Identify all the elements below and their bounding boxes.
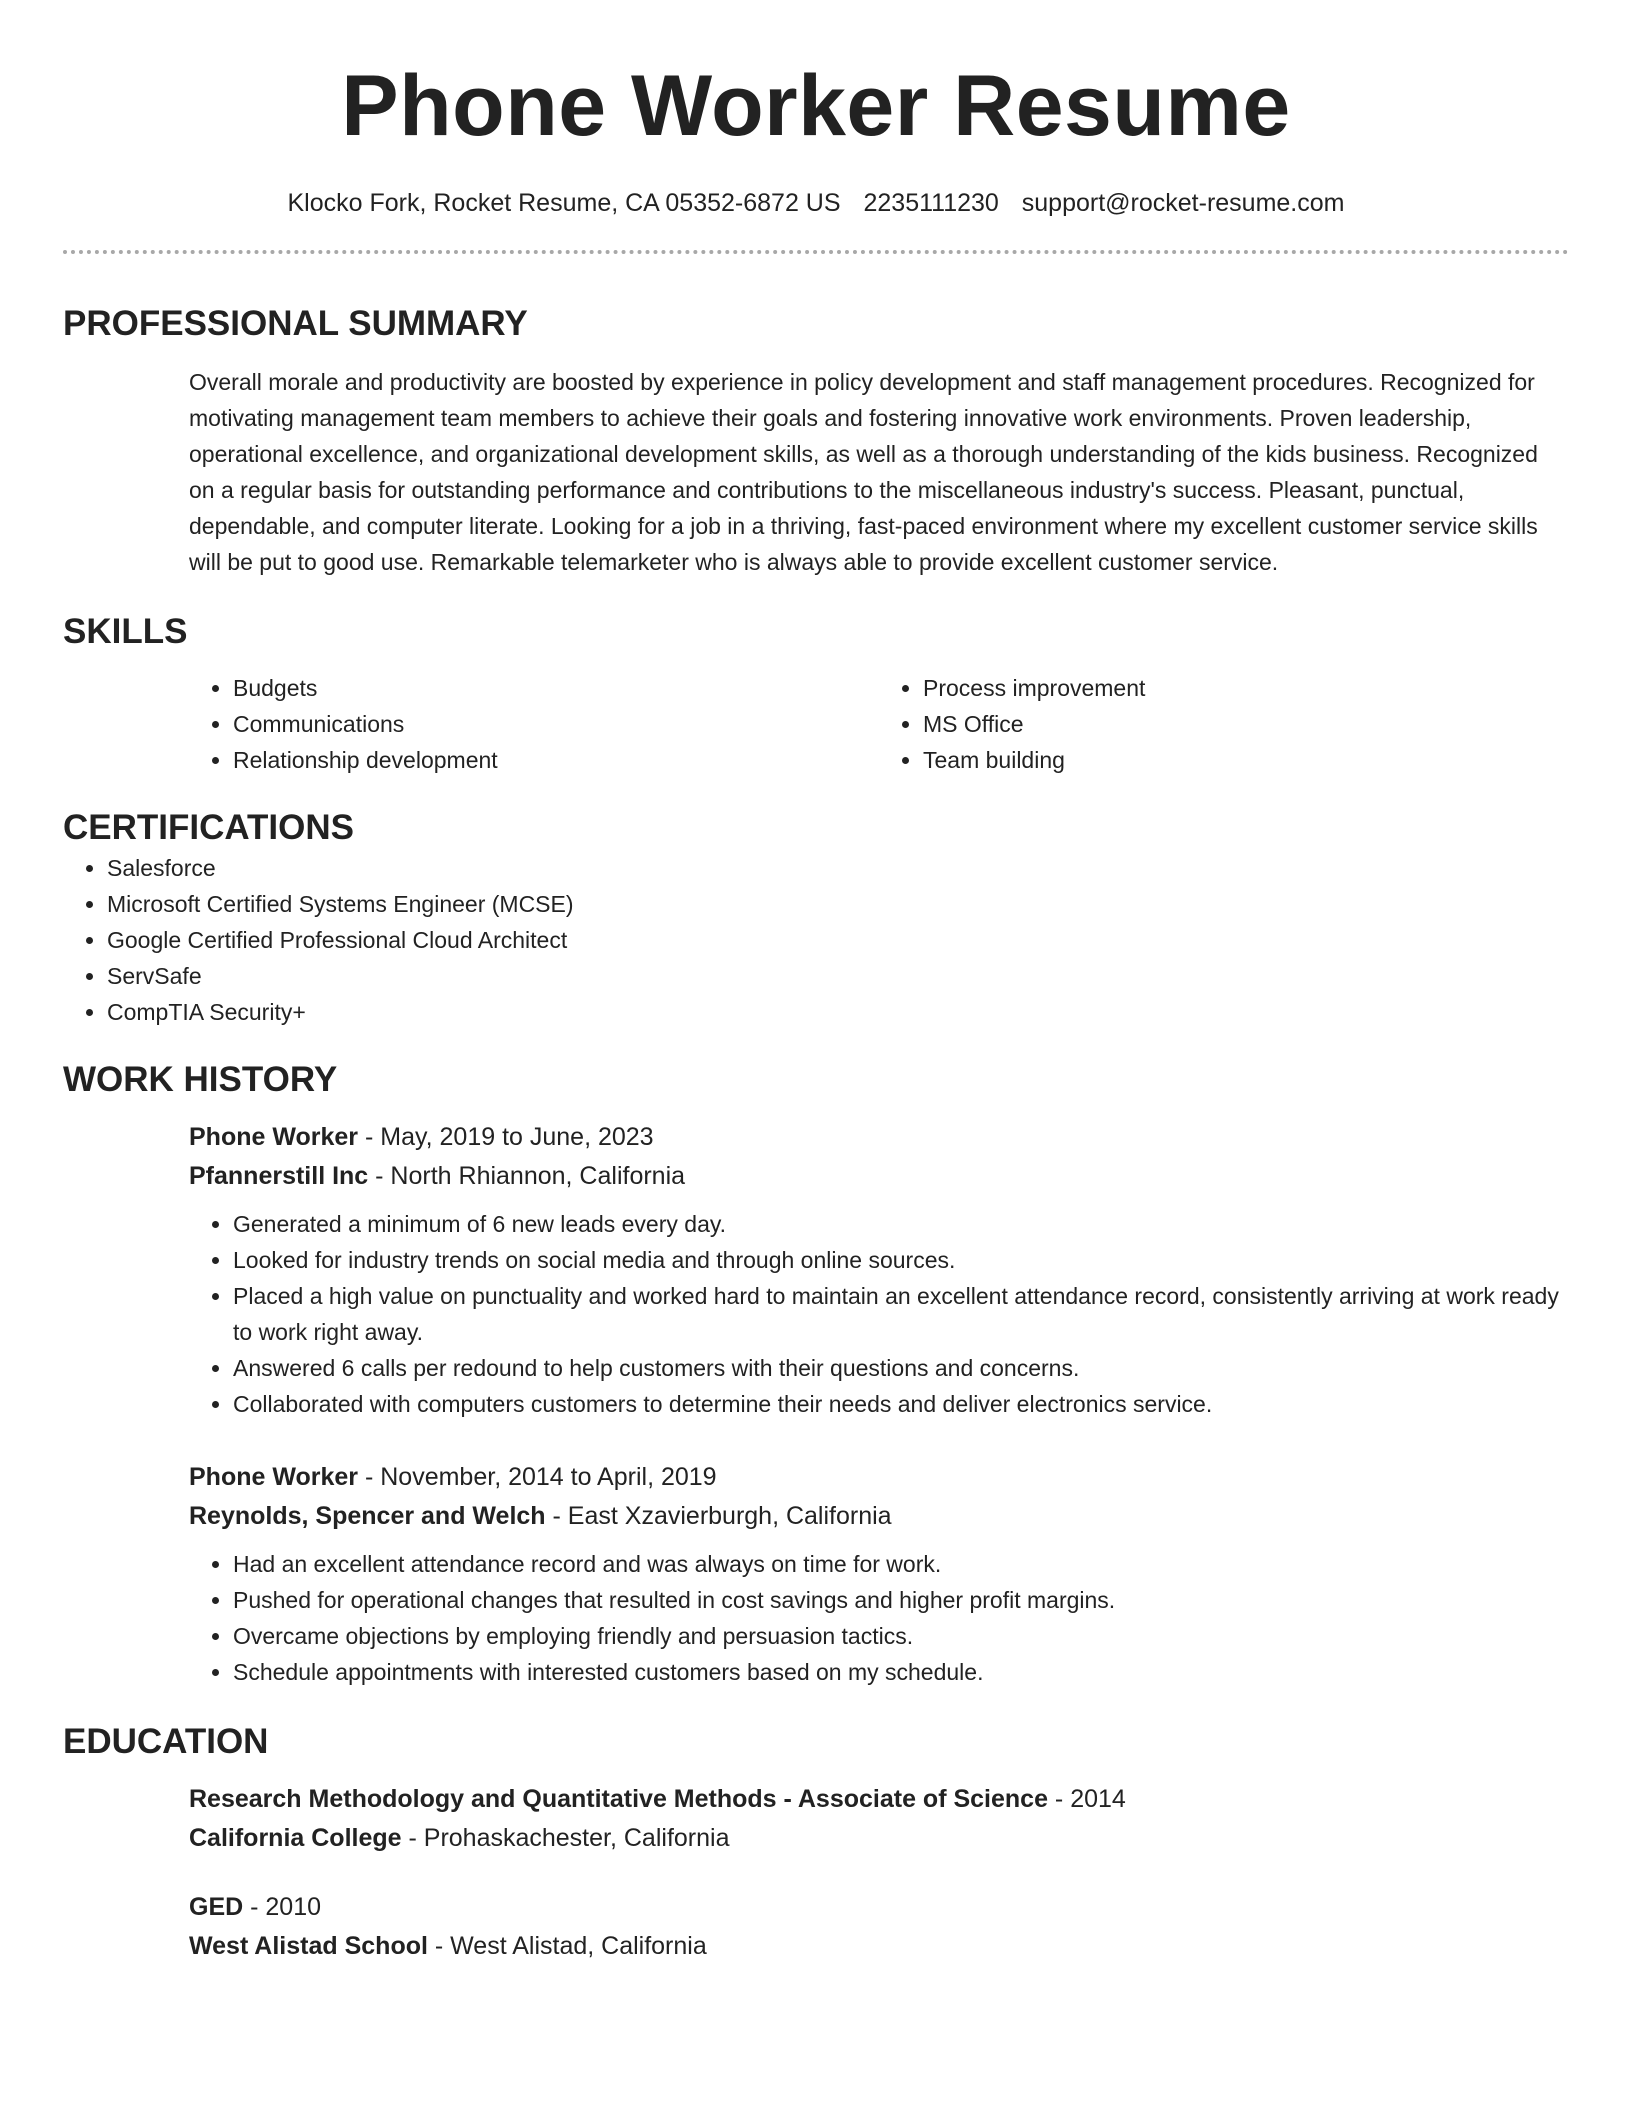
summary-heading: PROFESSIONAL SUMMARY [63,304,528,343]
job-duty: • Schedule appointments with interested customers based on my schedule. [233,1654,1569,1690]
job-company: Reynolds, Spencer and Welch [189,1502,546,1530]
education-school-line [189,1927,1569,1966]
job-role: Phone Worker [189,1123,359,1151]
summary-text: Overall morale and productivity are boosted by experience in policy development and staff management procedures. Recognized for motivating management team members to achieve their goals and fostering innovative work environments. Proven leadership, operational excellence, and organizational development skills, as well as a thorough understanding of the kids business. Recognized on a regular basis for outstanding performance and contributions to the miscellaneous industry's success. Pleasant, punctual, dependable, and computer literate. Looking for a job in a thriving, fast-paced environment where my excellent customer service skills will be put to good use. Remarkable telemarketer who is always able to provide excellent customer service. [189,369,1538,575]
education-degree: Research Methodology and Quantitative Methods - Associate of Science [189,1785,1048,1813]
work-history-section [63,1058,1569,1690]
contact-address: Klocko Fork, Rocket Resume, CA 05352-6872 US [287,189,841,217]
job-duty: • Collaborated with computers customers to determine their needs and deliver electronics service. [233,1386,1569,1422]
job-duties-list [189,1206,1569,1422]
certification-item: • Microsoft Certified Systems Engineer (MCSE) [107,886,1569,922]
work-history-heading: WORK HISTORY [63,1060,338,1099]
job-company-line [189,1497,1569,1536]
education-location: - West Alistad, California [427,1932,707,1960]
job-duties-list [189,1546,1569,1690]
job-duty: • Looked for industry trends on social media and through online sources. [233,1242,1569,1278]
summary-section [63,302,1569,580]
contact-phone: 2235111230 [863,189,999,217]
skill-item: • MS Office [923,706,1569,742]
job-role: Phone Worker [189,1463,359,1491]
resume-title: Phone Worker Resume [341,58,1291,154]
education-degree-line [189,1780,1569,1819]
education-year: - 2014 [1047,1785,1126,1813]
job-duty: • Placed a high value on punctuality and worked hard to maintain an excellent attendance record, consistently arriving at work ready to work right away. [233,1278,1569,1350]
education-year: - 2010 [243,1893,322,1921]
job-duty: • Overcame objections by employing friendly and persuasion tactics. [233,1618,1569,1654]
skill-item: • Communications [233,706,879,742]
education-school: California College [189,1824,402,1852]
education-degree: GED [189,1893,244,1921]
education-entry [189,1888,1569,1966]
job-duty: • Answered 6 calls per redound to help customers with their questions and concerns. [233,1350,1569,1386]
certification-item: • CompTIA Security+ [107,994,1569,1030]
job-company: Pfannerstill Inc [189,1162,369,1190]
job-entry [189,1118,1569,1422]
job-entry [189,1458,1569,1690]
education-heading: EDUCATION [63,1722,269,1761]
skill-item: • Team building [923,742,1569,778]
education-degree-line [189,1888,1569,1927]
header-divider [63,250,1569,254]
skill-item: • Relationship development [233,742,879,778]
education-school-line [189,1819,1569,1858]
job-role-line [189,1118,1569,1157]
certifications-section [63,806,1569,1030]
contact-email: support@rocket-resume.com [1021,189,1345,217]
job-company-line [189,1157,1569,1196]
skills-heading: SKILLS [63,612,188,651]
job-duty: • Pushed for operational changes that resulted in cost savings and higher profit margins. [233,1582,1569,1618]
job-dates: - May, 2019 to June, 2023 [358,1123,654,1151]
skills-grid [189,670,1569,778]
certifications-list [63,850,1569,1030]
education-location: - Prohaskachester, California [401,1824,730,1852]
skills-list-left [189,670,879,778]
job-role-line [189,1458,1569,1497]
job-location: - East Xzavierburgh, California [545,1502,892,1530]
certifications-heading: CERTIFICATIONS [63,808,355,847]
contact-line [63,188,1569,218]
job-dates: - November, 2014 to April, 2019 [358,1463,717,1491]
job-location: - North Rhiannon, California [368,1162,686,1190]
certification-item: • Salesforce [107,850,1569,886]
skill-item: • Process improvement [923,670,1569,706]
skill-item: • Budgets [233,670,879,706]
education-section [63,1720,1569,1966]
skills-list-right [879,670,1569,778]
job-duty: • Generated a minimum of 6 new leads every day. [233,1206,1569,1242]
skills-section [63,610,1569,778]
education-school: West Alistad School [189,1932,428,1960]
certification-item: • ServSafe [107,958,1569,994]
education-entry [189,1780,1569,1858]
job-duty: • Had an excellent attendance record and was always on time for work. [233,1546,1569,1582]
certification-item: • Google Certified Professional Cloud Architect [107,922,1569,958]
